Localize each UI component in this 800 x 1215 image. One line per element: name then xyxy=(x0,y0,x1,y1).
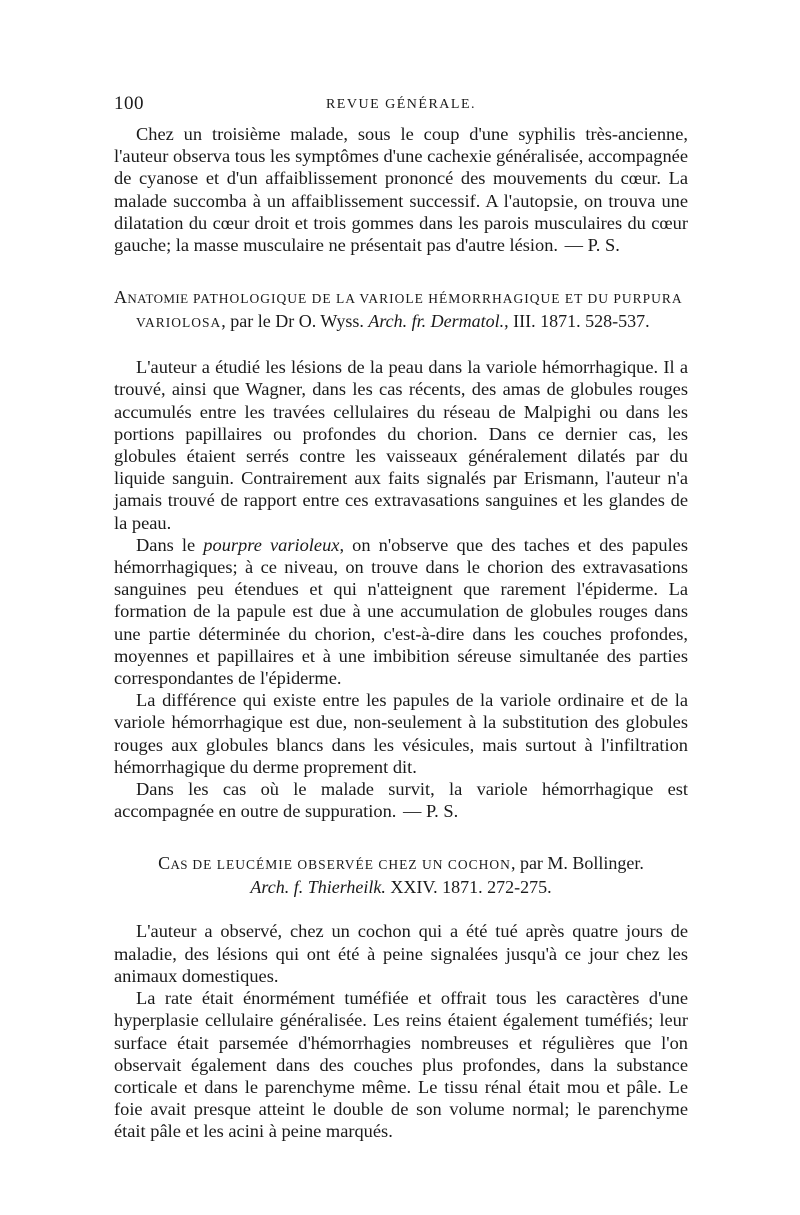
article-heading xyxy=(114,852,688,898)
journal-reference: XXIV. 1871. 272-275. xyxy=(385,877,552,898)
paragraph-text: , on n'observe que des taches et des papules hémorrhagiques; à ce niveau, on trouve dans le chorion des extravasations sanguines peu étendues et qui n'atteignent que rarement l'épiderme. La formation de la papule est due à une accumulation de globules rouges dans une partie déterminée du chorion, c'est-à-dire dans les couches profondes, moyennes et papillaires et à une imbibition séreuse simultanée des parties correspondantes de l'épiderme. xyxy=(114,534,688,689)
page xyxy=(114,93,688,1143)
heading-byline: , par le Dr O. Wyss. xyxy=(221,311,369,332)
heading-title: PATHOLOGIQUE DE LA VARIOLE HÉMORRHAGIQUE ET DU PURPURA VARIOLOSA xyxy=(136,291,682,331)
emphasis: pourpre varioleux xyxy=(203,534,340,555)
heading-title: DE LEUCÉMIE OBSERVÉE CHEZ UN COCHON xyxy=(192,857,511,873)
paragraph-text: Dans les cas où le malade survit, la variole hémorrhagique est accompagnée en outre de suppuration. xyxy=(114,779,688,822)
journal-title: REVUE GÉNÉRALE. xyxy=(325,97,477,112)
journal-name: Arch. fr. Dermatol. xyxy=(368,311,505,332)
heading-lead: Anatomie xyxy=(114,287,189,308)
paragraph-text: Chez un troisième malade, sous le coup d'une syphilis très-ancienne, l'auteur observa tous les symptômes d'une cachexie généralisée, accompagnée de cyanose et d'un affaiblissement prononcé des mouvements du cœur. La malade succomba à un affaiblissement successif. A l'autopsie, on trouva une dilatation du cœur droit et trois gommes dans les parois musculaires du cœur gauche; la masse musculaire ne présentait pas d'autre lésion. xyxy=(114,124,688,256)
paragraph-text: Dans le xyxy=(136,534,204,555)
paragraph: La rate était énormément tuméfiée et offrait tous les caractères d'une hyperplasie cellulaire généralisée. Les reins étaient également tuméfiés; leur surface était parsemée d'hémorrhagies nombreuses et régulières que l'on observait également dans des couches plus profondes, dans la substance corticale et dans le parenchyme même. Le tissu rénal était mou et pâle. Le foie avait presque atteint le double de son volume normal; le parenchyme était pâle et les acini à peine marqués. xyxy=(114,988,688,1142)
article-heading xyxy=(114,286,688,334)
paragraph xyxy=(114,534,688,689)
running-header xyxy=(114,93,688,123)
heading-lead: Cas xyxy=(158,853,188,874)
article1-closing-paragraph xyxy=(114,123,688,256)
paragraph xyxy=(114,778,688,822)
paragraph: L'auteur a observé, chez un cochon qui a été tué après quatre jours de maladie, des lésions qui ont été à peine signalées jusqu'à ce jour chez les animaux domestiques. xyxy=(114,921,688,986)
signature: — P. S. xyxy=(564,235,620,256)
heading-byline: , par M. Bollinger. xyxy=(510,853,644,874)
paragraph: L'auteur a étudié les lésions de la peau dans la variole hémorrhagique. Il a trouvé, ainsi que Wagner, dans les cas récents, des amas de globules rouges accumulés entre les travées cellulaires du réseau de Malpighi ou dans les portions papillaires ou profondes du chorion. Dans ce dernier cas, les globules étaient serrés contre les vaisseaux généralement dilatés par du liquide sanguin. Contrairement aux faits signalés par Erismann, l'auteur n'a jamais trouvé de rapport entre ces extravasations sanguines et les glandes de la peau. xyxy=(114,357,688,533)
journal-name: Arch. f. Thierheilk. xyxy=(250,877,386,898)
journal-reference: , III. 1871. 528-537. xyxy=(504,311,650,332)
page-number: 100 xyxy=(114,93,144,114)
signature: — P. S. xyxy=(403,801,459,822)
paragraph: La différence qui existe entre les papules de la variole ordinaire et de la variole hémorrhagique est due, non-seulement à la substitution des globules rouges aux globules blancs dans les vésicules, mais surtout à l'infiltration hémorrhagique du derme proprement dit. xyxy=(114,690,688,777)
